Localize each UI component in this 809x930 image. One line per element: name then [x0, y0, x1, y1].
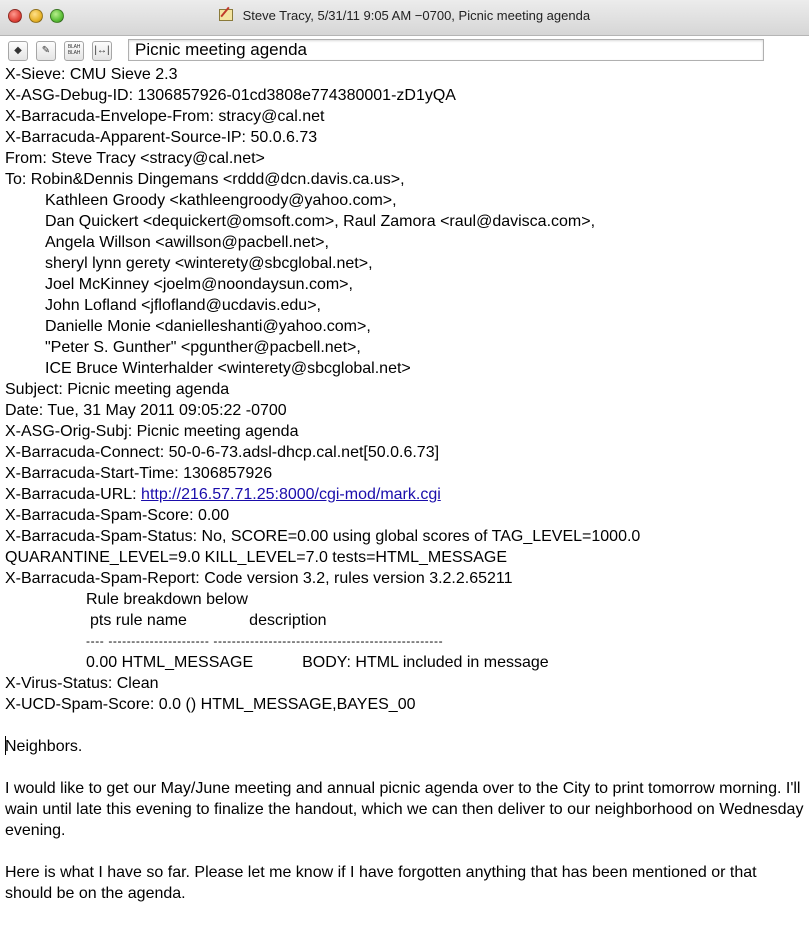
- header-from: From: Steve Tracy <stracy@cal.net>: [5, 150, 265, 167]
- header-spam-status-cont: QUARANTINE_LEVEL=9.0 KILL_LEVEL=7.0 tests=HTML_MESSAGE: [5, 549, 508, 566]
- blah-headers-icon: BLAH BLAH: [67, 44, 81, 56]
- header-sieve: X-Sieve: CMU Sieve 2.3: [5, 66, 178, 83]
- to-recipient: Danielle Monie <danielleshanti@yahoo.com>,: [45, 318, 371, 335]
- rule-breakdown-row: 0.00 HTML_MESSAGE BODY: HTML included in message: [86, 654, 549, 671]
- header-spam-score: X-Barracuda-Spam-Score: 0.00: [5, 507, 230, 524]
- to-recipient: Dan Quickert <dequickert@omsoft.com>, Raul Zamora <raul@davisca.com>,: [45, 213, 596, 230]
- rule-breakdown-columns: pts rule name description: [90, 612, 327, 629]
- header-envelope-from: X-Barracuda-Envelope-From: stracy@cal.net: [5, 108, 325, 125]
- expand-width-button[interactable]: [92, 41, 112, 61]
- barracuda-url-link[interactable]: http://216.57.71.25:8000/cgi-mod/mark.cgi: [141, 486, 441, 503]
- header-orig-subj: X-ASG-Orig-Subj: Picnic meeting agenda: [5, 423, 299, 440]
- message-content[interactable]: [0, 64, 809, 930]
- to-recipient: "Peter S. Gunther" <pgunther@pacbell.net>,: [45, 339, 361, 356]
- header-asg-debug: X-ASG-Debug-ID: 1306857926-01cd3808e774380001-zD1yQA: [5, 87, 456, 104]
- header-url: [5, 484, 441, 505]
- expand-width-icon: |↔|: [94, 45, 110, 56]
- header-to: To: Robin&Dennis Dingemans <rddd@dcn.davis.ca.us>,: [5, 171, 405, 188]
- to-recipient: Kathleen Groody <kathleengroody@yahoo.com>,: [45, 192, 397, 209]
- header-spam-status: X-Barracuda-Spam-Status: No, SCORE=0.00 using global scores of TAG_LEVEL=1000.0: [5, 528, 641, 545]
- to-recipient: Angela Willson <awillson@pacbell.net>,: [45, 234, 329, 251]
- pencil-icon: ✎: [41, 45, 51, 56]
- header-source-ip: X-Barracuda-Apparent-Source-IP: 50.0.6.73: [5, 129, 318, 146]
- priority-icon: ◆: [14, 45, 22, 56]
- to-recipient: John Lofland <jflofland@ucdavis.edu>,: [45, 297, 321, 314]
- header-start-time: X-Barracuda-Start-Time: 1306857926: [5, 465, 273, 482]
- priority-button[interactable]: [8, 41, 28, 61]
- edit-button[interactable]: [36, 41, 56, 61]
- to-recipient: ICE Bruce Winterhalder <winterety@sbcglobal.net>: [45, 360, 411, 377]
- body-paragraph-1: I would like to get our May/June meeting and annual picnic agenda over to the City to print tomorrow morning. I'll wain until late this evening to finalize the handout, which we can then deliver to our neighborhood on Wednesday evening.: [5, 780, 804, 839]
- header-connect: X-Barracuda-Connect: 50-0-6-73.adsl-dhcp.cal.net[50.0.6.73]: [5, 444, 440, 461]
- header-subject: Subject: Picnic meeting agenda: [5, 381, 230, 398]
- toolbar: [0, 36, 809, 64]
- title-bar[interactable]: [0, 0, 809, 36]
- header-url-label: X-Barracuda-URL:: [5, 486, 142, 503]
- rule-breakdown-separator: ---- ---------------------- --------------------------------------------------: [86, 634, 444, 648]
- window-title-wrap: [0, 8, 809, 23]
- window-title: Steve Tracy, 5/31/11 9:05 AM −0700, Picnic meeting agenda: [242, 8, 591, 23]
- to-recipient: Joel McKinney <joelm@noondaysun.com>,: [45, 276, 353, 293]
- message-document-icon: [219, 9, 233, 21]
- body-paragraph-2: Here is what I have so far. Please let me know if I have forgotten anything that has been mentioned or that should be on the agenda.: [5, 864, 757, 902]
- subject-input[interactable]: [128, 39, 764, 61]
- show-all-headers-button[interactable]: [64, 41, 84, 61]
- header-date: Date: Tue, 31 May 2011 09:05:22 -0700: [5, 402, 287, 419]
- header-ucd-spam-score: X-UCD-Spam-Score: 0.0 () HTML_MESSAGE,BAYES_00: [5, 696, 416, 713]
- header-spam-report: X-Barracuda-Spam-Report: Code version 3.2, rules version 3.2.2.65211: [5, 570, 513, 587]
- rule-breakdown-title: Rule breakdown below: [86, 591, 248, 608]
- body-greeting: Neighbors.: [5, 738, 83, 755]
- header-virus-status: X-Virus-Status: Clean: [5, 675, 159, 692]
- to-recipient: sheryl lynn gerety <winterety@sbcglobal.net>,: [45, 255, 373, 272]
